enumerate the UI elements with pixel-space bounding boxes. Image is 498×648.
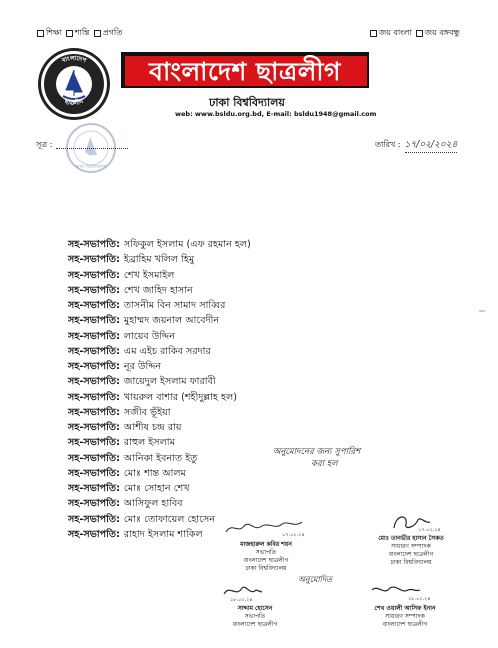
member-name: জায়েদুল ইসলাম ফারাবী bbox=[123, 376, 216, 388]
signature-central-secretary bbox=[350, 580, 460, 629]
member-row bbox=[68, 253, 251, 268]
member-name: মোঃ তোফায়েল হোসেন bbox=[123, 513, 216, 525]
member-name: শেখ জাহিদ হাসান bbox=[123, 284, 193, 296]
approval-note bbox=[273, 446, 360, 470]
approval-line: অনুমোদনের জন্য সুপারিশ bbox=[273, 447, 361, 457]
checkbox-icon bbox=[416, 30, 423, 37]
member-row bbox=[68, 497, 251, 512]
member-role: সহ-সভাপতি: bbox=[68, 376, 120, 388]
date-value: ১৭/০২/২০২৪ bbox=[405, 137, 458, 153]
member-role: সহ-সভাপতি: bbox=[68, 467, 120, 479]
checkbox-icon bbox=[94, 30, 101, 37]
organization-banner: বাংলাদেশ ছাত্রলীগ bbox=[121, 52, 369, 88]
member-row bbox=[68, 345, 251, 360]
member-row bbox=[68, 375, 251, 390]
member-name: রাহাদ ইসলাম শাকিল bbox=[123, 528, 203, 540]
signatory-name: শেখ ওয়ালী আসিফ ইনান bbox=[374, 605, 436, 612]
signature-du-secretary bbox=[356, 510, 466, 567]
motto-item bbox=[416, 27, 460, 40]
member-row bbox=[68, 436, 251, 451]
svg-text:১৮.০২.২৪: ১৮.০২.২৪ bbox=[230, 597, 253, 602]
signatory-title: সাধারণ সম্পাদক bbox=[391, 543, 431, 550]
member-name: আসিফুল হাবিব bbox=[123, 498, 183, 510]
checkbox-icon bbox=[66, 30, 73, 37]
handwritten-signature-icon bbox=[200, 580, 310, 602]
date-field bbox=[375, 137, 457, 153]
member-role: সহ-সভাপতি: bbox=[68, 345, 120, 357]
margin-mark bbox=[478, 300, 486, 308]
member-row bbox=[68, 269, 251, 284]
member-role: সহ-সভাপতি: bbox=[68, 284, 120, 296]
approval-line: করা হল bbox=[311, 459, 338, 469]
member-role: সহ-সভাপতি: bbox=[68, 315, 120, 327]
signatory-name: মাজহারুল কবির শয়ন bbox=[240, 541, 292, 548]
member-row bbox=[68, 299, 251, 314]
reference-blank bbox=[56, 148, 128, 149]
signatory-org: বাংলাদেশ ছাত্রলীগ bbox=[232, 621, 278, 628]
member-role: সহ-সভাপতি: bbox=[68, 254, 120, 266]
signatory-title: সভাপতি bbox=[255, 549, 277, 556]
motto-right bbox=[370, 27, 460, 40]
svg-text:১৭.০২.২৪: ১৭.০২.২৪ bbox=[282, 532, 305, 538]
member-role: সহ-সভাপতি: bbox=[68, 483, 120, 495]
member-list bbox=[68, 238, 251, 543]
member-role: সহ-সভাপতি: bbox=[68, 269, 120, 281]
member-name: সফিকুল ইসলাম (এফ রহমান হল) bbox=[123, 239, 251, 251]
member-name: এম এইচ রাকিব সরদার bbox=[123, 345, 211, 357]
signatory-org: বাংলাদেশ ছাত্রলীগ bbox=[243, 557, 289, 564]
signature-central-president bbox=[200, 580, 310, 629]
member-name: মোঃ সোহান শেখ bbox=[123, 483, 190, 495]
signatory-title: সভাপতি bbox=[244, 613, 266, 620]
member-row bbox=[68, 314, 251, 329]
handwritten-signature-icon bbox=[218, 516, 314, 538]
member-role: সহ-সভাপতি: bbox=[68, 361, 120, 373]
member-row bbox=[68, 330, 251, 345]
member-row bbox=[68, 452, 251, 467]
member-row bbox=[68, 391, 251, 406]
reference-field bbox=[36, 139, 128, 152]
svg-text:১৭.০২.২৪: ১৭.০২.২৪ bbox=[418, 527, 441, 532]
signatory-name: মোঃ তানভীর হাসান সৈকত bbox=[378, 535, 444, 542]
member-name: সজীব ভূঁইয়া bbox=[123, 406, 171, 418]
member-role: সহ-সভাপতি: bbox=[68, 300, 120, 312]
member-row bbox=[68, 482, 251, 497]
member-row bbox=[68, 284, 251, 299]
date-label: তারিখ : bbox=[375, 139, 401, 149]
motto-label: প্রগতি bbox=[102, 28, 123, 37]
handwritten-signature-icon bbox=[350, 580, 460, 602]
member-role: সহ-সভাপতি: bbox=[68, 422, 120, 434]
member-name: লায়েব উদ্দিন bbox=[123, 330, 175, 342]
svg-text:বাংলাদেশ: বাংলাদেশ bbox=[61, 54, 88, 65]
organization-logo-icon bbox=[36, 46, 112, 122]
signatory-unit: ঢাকা বিশ্ববিদ্যালয় bbox=[245, 565, 287, 572]
signatory-org: বাংলাদেশ ছাত্রলীগ bbox=[382, 621, 428, 628]
member-row bbox=[68, 421, 251, 436]
motto-left bbox=[37, 27, 122, 40]
checkbox-icon bbox=[370, 30, 377, 37]
motto-label: জয় বঙ্গবন্ধু bbox=[424, 28, 460, 37]
motto-item bbox=[370, 27, 412, 40]
motto-item bbox=[66, 27, 90, 40]
member-role: সহ-সভাপতি: bbox=[68, 528, 120, 540]
member-role: সহ-সভাপতি: bbox=[68, 513, 120, 525]
member-name: তাসনীম বিন সামাদ সাব্বির bbox=[123, 300, 226, 312]
contact-line: web: www.bsldu.org.bd, E-mail: bsldu1948@gmail.com bbox=[175, 110, 377, 118]
attested-label: অনুমোদিত bbox=[298, 575, 333, 584]
margin-tick-icon bbox=[478, 307, 486, 315]
svg-text:১৮.০২.২৪: ১৮.০২.২৪ bbox=[408, 596, 431, 602]
member-role: সহ-সভাপতি: bbox=[68, 452, 120, 464]
member-row bbox=[68, 406, 251, 421]
member-role: সহ-সভাপতি: bbox=[68, 330, 120, 342]
motto-item bbox=[94, 27, 123, 40]
member-row bbox=[68, 467, 251, 482]
reference-label: সূত্র : bbox=[36, 140, 53, 149]
member-name: ইব্রাহিম খলিল হিমু bbox=[123, 254, 195, 266]
handwritten-signature-icon bbox=[356, 510, 466, 532]
signatory-title: সাধারণ সম্পাদক bbox=[385, 613, 425, 620]
signatory-name: সাদ্দাম হোসেন bbox=[237, 605, 273, 612]
member-role: সহ-সভাপতি: bbox=[68, 391, 120, 403]
member-name: মুহাম্মদ জয়নাল আবেদীন bbox=[123, 315, 220, 327]
member-name: মোঃ শান্ত আলম bbox=[123, 467, 186, 479]
svg-text:ছাত্রলীগ: ছাত্রলীগ bbox=[63, 98, 85, 108]
svg-text:ঢাকা বিশ্ববিদ্যালয়: ঢাকা বিশ্ববিদ্যালয় bbox=[75, 165, 107, 170]
motto-item bbox=[37, 27, 62, 40]
member-name: আনিকা ইবনাত ইতু bbox=[123, 452, 198, 464]
member-row bbox=[68, 238, 251, 253]
signatory-unit: ঢাকা বিশ্ববিদ্যালয় bbox=[390, 559, 432, 566]
motto-label: শান্তি bbox=[74, 28, 90, 37]
signatory-org: বাংলাদেশ ছাত্রলীগ bbox=[388, 551, 434, 558]
member-role: সহ-সভাপতি: bbox=[68, 406, 120, 418]
member-name: আশীষ চন্দ্র রায় bbox=[123, 422, 182, 434]
member-role: সহ-সভাপতি: bbox=[68, 437, 120, 449]
motto-label: শিক্ষা bbox=[46, 28, 62, 37]
member-name: নূর উদ্দিন bbox=[123, 361, 162, 373]
signature-du-president bbox=[218, 516, 314, 573]
member-name: খায়রুল বাশার (শহীদুল্লাহ হল) bbox=[123, 391, 237, 403]
unit-name: ঢাকা বিশ্ববিদ্যালয় bbox=[209, 96, 285, 109]
member-role: সহ-সভাপতি: bbox=[68, 498, 120, 510]
member-role: সহ-সভাপতি: bbox=[68, 239, 120, 251]
member-name: রাহুল ইসলাম bbox=[123, 437, 175, 449]
checkbox-icon bbox=[37, 30, 44, 37]
member-name: শেখ ইসমাইল bbox=[123, 269, 175, 281]
member-row bbox=[68, 360, 251, 375]
motto-label: জয় বাংলা bbox=[379, 28, 412, 37]
